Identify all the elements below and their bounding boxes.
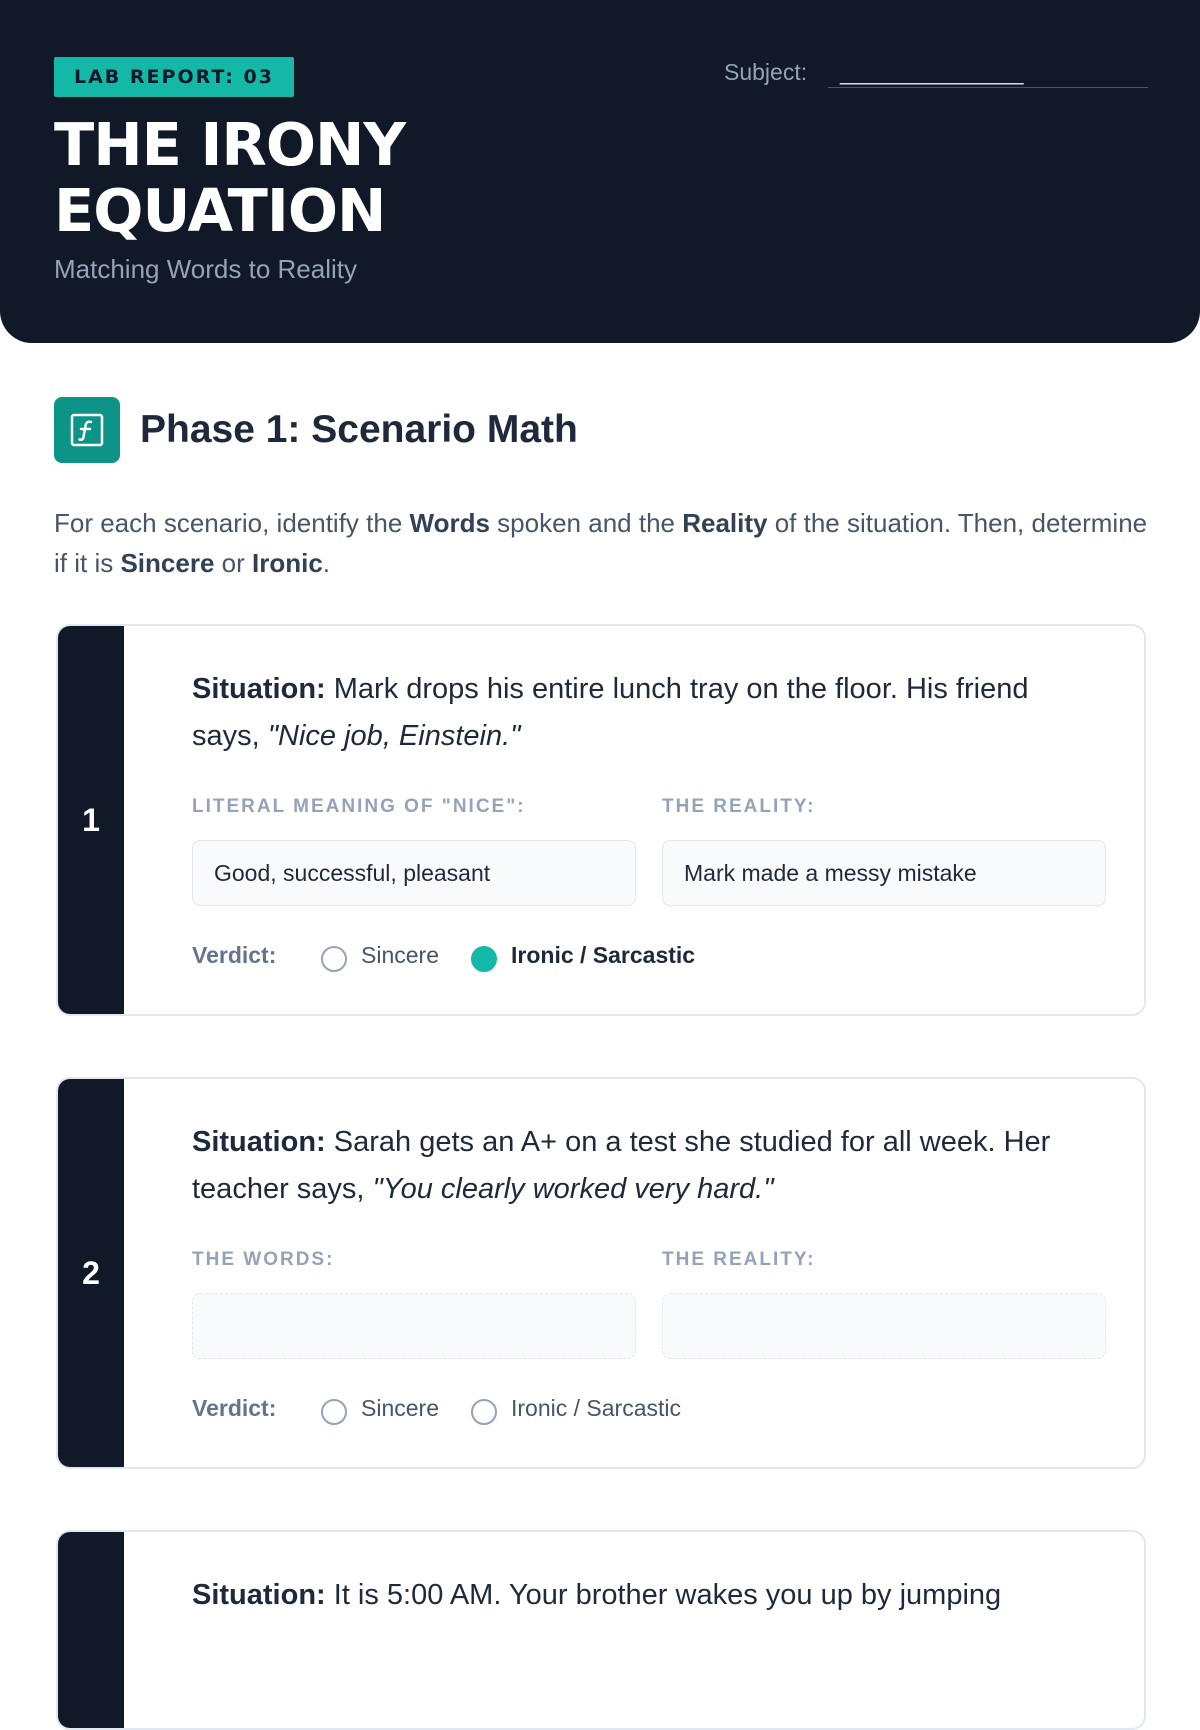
- intro-text-3: of the situation. Then, determine if it is: [54, 508, 1148, 578]
- header-banner: [0, 0, 1200, 343]
- situation-body: Sarah gets an A+ on a test she studied for all week. Her teacher says,: [192, 1126, 1051, 1205]
- intro-bold-words: Words: [409, 508, 490, 538]
- verdict-label: Verdict:: [192, 1395, 277, 1421]
- title-line-2: EQUATION: [54, 176, 386, 245]
- sincere-option-label[interactable]: Sincere: [361, 942, 439, 968]
- lab-report-badge: LAB REPORT: 03: [54, 57, 294, 97]
- reality-field[interactable]: Mark made a messy mistake: [662, 840, 1106, 906]
- intro-bold-sincere: Sincere: [120, 548, 215, 578]
- intro-text-2: spoken and the: [489, 508, 683, 538]
- situation-label: Situation:: [192, 673, 326, 705]
- intro-bold-ironic: Ironic: [251, 548, 323, 578]
- ironic-option-label[interactable]: Ironic / Sarcastic: [511, 942, 696, 968]
- situation-text: [192, 666, 1092, 760]
- scenario-number: 2: [58, 1079, 124, 1467]
- function-icon: [54, 397, 120, 463]
- reality-label: THE REALITY:: [662, 796, 816, 817]
- scenario-number: [58, 1532, 124, 1728]
- intro-text-4: or: [214, 548, 252, 578]
- situation-label: Situation:: [192, 1126, 326, 1158]
- literal-meaning-label: LITERAL MEANING OF "NICE":: [192, 796, 526, 817]
- scenario-card-1: [56, 624, 1146, 1016]
- sincere-radio[interactable]: [321, 946, 347, 972]
- ironic-option-label[interactable]: Ironic / Sarcastic: [511, 1395, 681, 1421]
- title-line-1: THE IRONY: [54, 110, 406, 179]
- situation-body: Mark drops his entire lunch tray on the floor. His friend says,: [192, 673, 1029, 752]
- sincere-radio[interactable]: [321, 1399, 347, 1425]
- scenario-card-2: [56, 1077, 1146, 1469]
- literal-meaning-field[interactable]: Good, successful, pleasant: [192, 840, 636, 906]
- ironic-radio[interactable]: [471, 946, 497, 972]
- scenario-card-3: [56, 1530, 1146, 1730]
- intro-bold-reality: Reality: [682, 508, 768, 538]
- reality-field[interactable]: [662, 1293, 1106, 1359]
- instructions: [54, 503, 1154, 583]
- situation-text: [192, 1572, 1092, 1619]
- subject-field[interactable]: _______________: [828, 58, 1148, 88]
- intro-text-5: .: [322, 548, 331, 578]
- phase-title: Phase 1: Scenario Math: [140, 408, 578, 451]
- words-field[interactable]: [192, 1293, 636, 1359]
- situation-text: [192, 1119, 1092, 1213]
- page-subtitle: Matching Words to Reality: [54, 254, 357, 284]
- intro-text-1: For each scenario, identify the: [54, 508, 410, 538]
- situation-body: It is 5:00 AM. Your brother wakes you up by jumping: [325, 1579, 1002, 1611]
- situation-quote: "You clearly worked very hard.": [372, 1173, 774, 1205]
- scenario-number: 1: [58, 626, 124, 1014]
- reality-label: THE REALITY:: [662, 1249, 816, 1270]
- situation-quote: "Nice job, Einstein.": [267, 720, 521, 752]
- situation-label: Situation:: [192, 1579, 326, 1611]
- subject-label: Subject:: [724, 59, 808, 85]
- sincere-option-label[interactable]: Sincere: [361, 1395, 439, 1421]
- verdict-label: Verdict:: [192, 942, 277, 968]
- words-label: THE WORDS:: [192, 1249, 335, 1270]
- page-title: [54, 112, 405, 244]
- ironic-radio[interactable]: [471, 1399, 497, 1425]
